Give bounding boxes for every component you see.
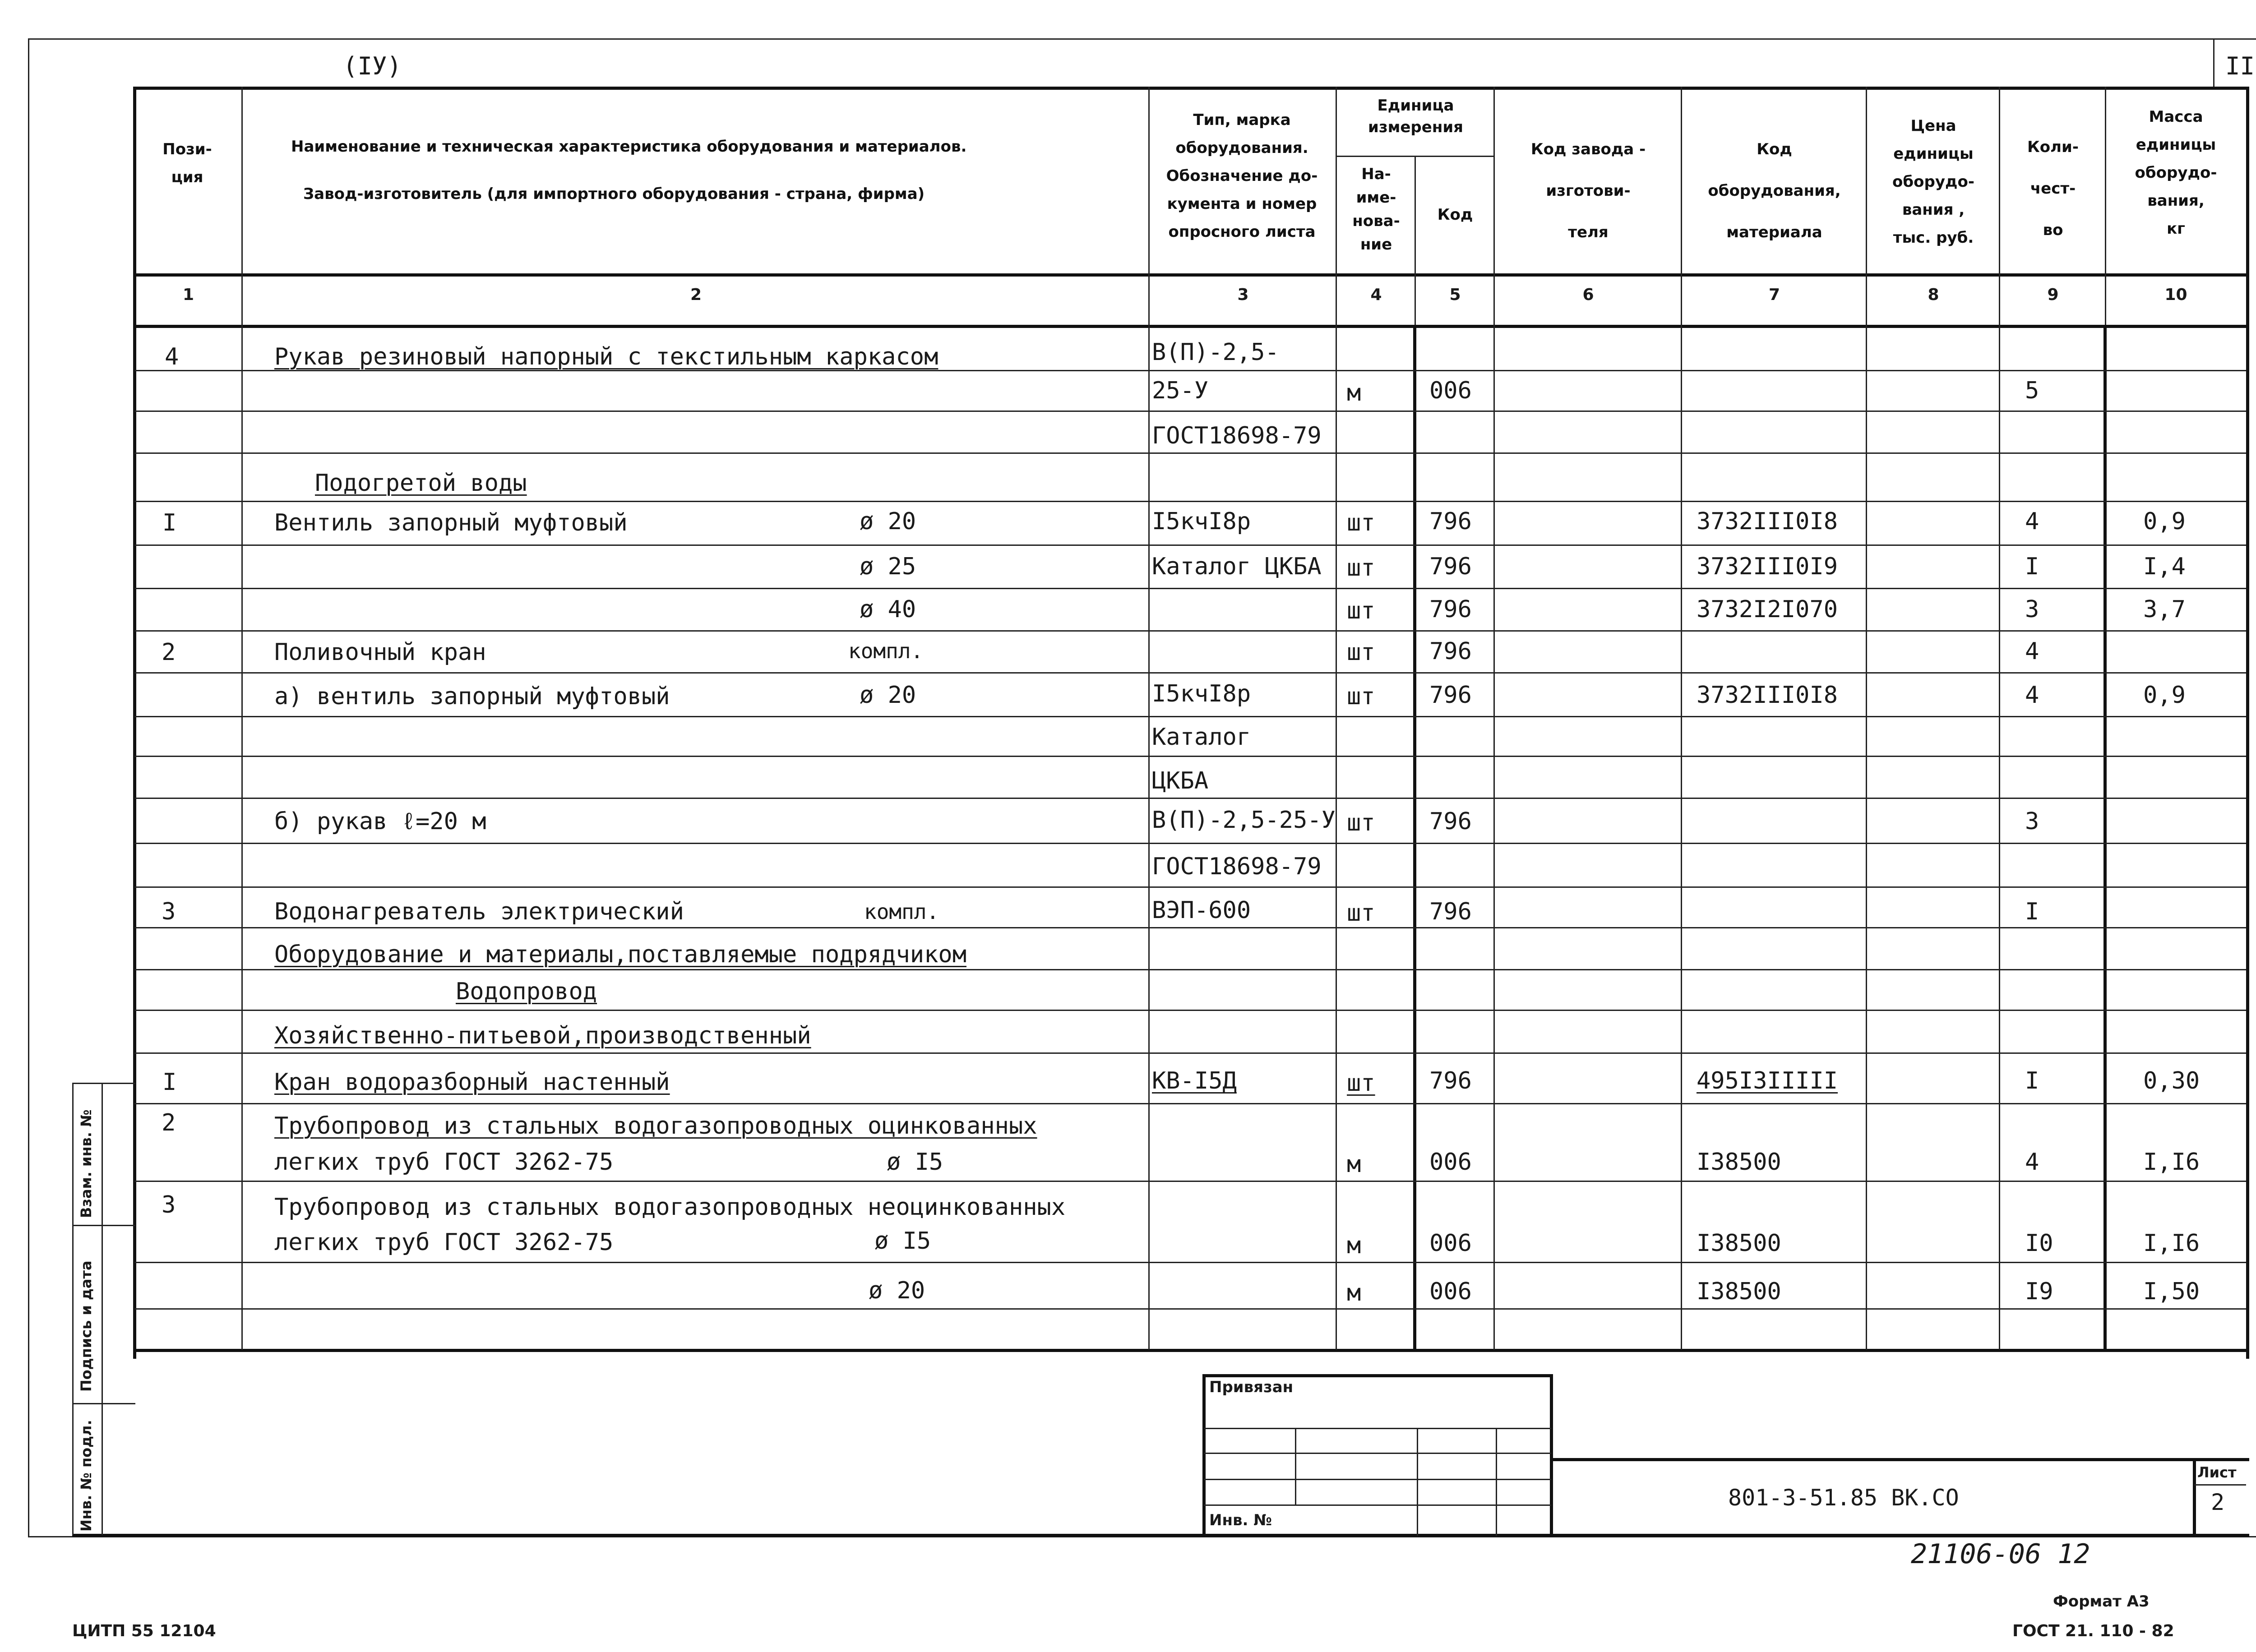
row-line [134,588,2246,589]
col-number: 1 [182,286,194,304]
row-type: 25-У [1152,377,1209,404]
row-line [134,630,2246,632]
row-line [134,1308,2246,1310]
row-equip-code: 495I3IIIII [1697,1067,1838,1094]
col-line-6 [1681,87,1682,1350]
col-number: 3 [1237,286,1249,304]
row-quantity: I [2025,1067,2039,1094]
section-title: Водопровод [456,978,597,1005]
row-line [134,672,2246,674]
row-position: I [162,509,177,536]
row-line [134,843,2246,844]
col-line-1 [241,87,243,1350]
row-unit-code: 796 [1429,898,1472,925]
row-line [134,716,2246,717]
row-equip-code: 3732III0I8 [1697,508,1838,535]
row-equip-code: I38500 [1697,1230,1781,1257]
side-stamp-left [72,1083,74,1535]
row-unit-code: 796 [1429,596,1472,623]
row-line [134,1010,2246,1011]
stamp-line [1204,1428,1551,1429]
stamp-line [1204,1479,1551,1480]
row-quantity: 4 [2025,682,2039,709]
row-diameter: компл. [848,639,924,663]
row-unit-code: 006 [1429,1230,1472,1257]
row-position: 2 [162,639,176,666]
row-type: ГОСТ18698-79 [1152,853,1322,880]
row-unit: м [1347,1151,1361,1178]
side-stamp-sep [72,1403,135,1404]
row-name: Водонагреватель электрический [274,898,684,925]
row-equip-code: I38500 [1697,1149,1781,1176]
doc-code: 801-3-51.85 ВК.СО [1728,1485,1959,1511]
stamp-line [1204,1453,1551,1454]
row-name: Вентиль запорный муфтовый [274,509,628,536]
row-name: Кран водоразборный настенный [274,1069,670,1096]
row-mass: 3,7 [2143,596,2186,623]
section-title: Оборудование и материалы,поставляемые подрядчиком [274,941,967,968]
col-number: 2 [690,286,702,304]
row-unit-code: 796 [1429,553,1472,580]
row-equip-code: 3732I2I070 [1697,596,1838,623]
stamp-vline [1496,1428,1497,1536]
frame-top [28,38,2256,40]
row-unit: шт [1347,900,1375,927]
hdr-price: Цена единицы оборудо- вания , тыс. руб. [1892,117,1974,247]
col-number: 6 [1582,286,1594,304]
row-line [134,411,2246,412]
row-line [134,1262,2246,1263]
row-unit-code: 006 [1429,1149,1472,1176]
hdr-equip-code: Код оборудования, материала [1708,140,1841,241]
doc-block-top [1552,1458,2249,1461]
hdr-position: Пози- ция [162,140,212,186]
section-title: Хозяйственно-питьевой,производственный [274,1022,811,1049]
row-line [134,1052,2246,1054]
row-unit-code: 006 [1429,1278,1472,1305]
row-name: легких труб ГОСТ 3262-75 [274,1229,614,1256]
stamp-top [1202,1374,1552,1377]
row-unit: м [1347,1232,1361,1259]
row-name: Поливочный кран [274,639,486,666]
row-line [134,452,2246,454]
col-line-7 [1866,87,1867,1350]
row-diameter: ø 20 [860,508,916,535]
row-mass: I,I6 [2143,1230,2200,1257]
row-quantity: 3 [2025,808,2039,835]
col-number: 5 [1449,286,1461,304]
row-mass: 0,9 [2143,508,2186,535]
hdr-unit-code: Код [1437,206,1473,224]
row-diameter: компл. [864,900,939,924]
row-type: В(П)-2,5-25-У [1152,807,1336,834]
side-label-podpis: Подпись и дата [78,1260,95,1392]
col-line-2 [1148,87,1150,1350]
rows-bottom [133,1349,2249,1352]
sheet-bottom [72,1534,2249,1537]
row-type: ЦКБА [1152,767,1209,794]
row-position: 2 [162,1109,176,1136]
hdr-name-line2: Завод-изготовитель (для импортного оборудования - страна, фирма) [303,185,925,203]
row-position: 3 [162,898,176,925]
stamp-line [1204,1504,1551,1506]
row-unit-code: 796 [1429,682,1472,709]
row-quantity: 4 [2025,508,2039,535]
row-unit: шт [1347,554,1375,581]
row-line [134,798,2246,799]
row-quantity: 4 [2025,1149,2039,1176]
footer-cipher: ЦИТП 55 12104 [72,1622,216,1640]
table-top [133,87,2249,90]
row-name: Подогретой воды [315,470,527,497]
row-quantity: I [2025,898,2039,925]
row-line [134,886,2246,888]
row-equip-code: 3732III0I8 [1697,682,1838,709]
row-line [134,1181,2246,1182]
bold-box-right [2103,325,2107,1351]
row-type: ГОСТ18698-79 [1152,422,1322,449]
stamp-left [1202,1374,1206,1537]
row-mass: 0,9 [2143,682,2186,709]
row-mass: I,I6 [2143,1149,2200,1176]
col-line-8 [1999,87,2000,1350]
row-unit-code: 796 [1429,1067,1472,1094]
col-number: 4 [1370,286,1382,304]
side-stamp-top [72,1083,135,1084]
row-type: Каталог ЦКБА [1152,553,1322,580]
row-line [134,969,2246,970]
stamp-right [1550,1374,1553,1537]
row-unit-code: 796 [1429,638,1472,665]
row-position: I [162,1069,177,1096]
footer-gost: ГОСТ 21. 110 - 82 [2012,1622,2174,1640]
row-type: Каталог [1152,724,1251,751]
row-type: КВ-I5Д [1152,1067,1237,1094]
top-marker: (IУ) [343,52,402,80]
col-number: 10 [2164,286,2187,304]
col-number: 9 [2047,286,2059,304]
row-diameter: ø 20 [869,1277,925,1304]
side-label-inv-podl: Инв. № подл. [78,1420,95,1532]
row-quantity: I [2025,553,2039,580]
table-right [2246,87,2249,1359]
row-diameter: ø 40 [860,596,916,623]
stamp-privyazan: Привязан [1209,1378,1294,1396]
row-unit: шт [1347,597,1375,624]
stamp-vline [1417,1428,1418,1536]
row-equip-code: 3732III0I9 [1697,553,1838,580]
stamp-inv-no: Инв. № [1209,1511,1272,1529]
col-number: 7 [1768,286,1780,304]
row-quantity: 4 [2025,638,2039,665]
row-unit: м [1347,1279,1361,1306]
row-unit: шт [1347,509,1375,536]
hdr-name-line1: Наименование и техническая характеристика оборудования и материалов. [291,138,967,156]
list-number: 2 [2211,1489,2225,1515]
hdr-type: Тип, марка оборудования. Обозначение до- кумента и номер опросного листа [1166,111,1318,241]
header-bottom [133,273,2249,277]
row-mass: 0,30 [2143,1067,2200,1094]
row-type: В(П)-2,5- [1152,339,1279,366]
footer-format: Формат А3 [2053,1592,2150,1610]
row-position: 3 [162,1191,176,1218]
row-quantity: I9 [2025,1278,2053,1305]
hdr-unit: Единица измерения [1368,97,1463,136]
row-mass: I,50 [2143,1278,2200,1305]
row-position: 4 [165,343,179,370]
row-line [134,545,2246,546]
side-stamp-mid [102,1083,103,1535]
row-diameter: ø 20 [860,682,916,709]
row-line [134,501,2246,502]
row-unit-code: 006 [1429,377,1472,404]
row-type: I5кчI8р [1152,508,1251,535]
row-line [134,927,2246,928]
row-unit: шт [1347,809,1375,836]
hdr-mass: Масса единицы оборудо- вания, кг [2135,108,2217,238]
row-quantity: 3 [2025,596,2039,623]
sheet-corner-number: II [2225,52,2255,80]
row-unit: шт [1347,1070,1375,1097]
row-unit: шт [1347,683,1375,710]
row-line [134,756,2246,757]
side-label-vzam: Взам. инв. № [78,1109,95,1218]
col-line-3 [1336,87,1337,1350]
row-quantity: 5 [2025,377,2039,404]
frame-left [28,40,29,1537]
unit-split [1336,156,1493,157]
row-unit: м [1347,379,1361,406]
row-mass: I,4 [2143,553,2186,580]
row-diameter: ø I5 [887,1149,943,1176]
hdr-unit-name: На- име- нова- ние [1352,165,1400,254]
bold-box-left [1413,325,1416,1351]
row-type: ВЭП-600 [1152,897,1251,924]
row-equip-code: I38500 [1697,1278,1781,1305]
row-quantity: I0 [2025,1230,2053,1257]
list-box-left [2193,1458,2196,1536]
col-line-5 [1493,87,1495,1350]
row-name: б) рукав ℓ=20 м [274,808,486,835]
row-name: а) вентиль запорный муфтовый [274,683,670,710]
hdr-plant-code: Код завода - изготови- теля [1530,140,1646,241]
list-box-mid [2194,1484,2246,1486]
row-type: I5кчI8р [1152,680,1251,707]
stamp-vline [1295,1428,1296,1504]
row-line [134,1103,2246,1104]
row-unit: шт [1347,639,1375,666]
corner-box-left [2213,40,2214,89]
row-name: Трубопровод из стальных водогазопроводных неоцинкованных [274,1194,1066,1221]
list-label: Лист [2197,1464,2237,1481]
handwritten-number: 21106-06 12 [1911,1538,2090,1570]
row-name: легких труб ГОСТ 3262-75 [274,1149,614,1176]
row-diameter: ø 25 [860,553,916,580]
row-diameter: ø I5 [874,1227,931,1255]
hdr-quantity: Коли- чест- во [2027,138,2079,239]
side-stamp-sep [72,1225,135,1226]
col-number: 8 [1928,286,1939,304]
row-unit-code: 796 [1429,808,1472,835]
numbers-bottom [133,325,2249,328]
row-name: Рукав резиновый напорный с текстильным каркасом [274,343,938,370]
row-name: Трубопровод из стальных водогазопроводных оцинкованных [274,1112,1037,1140]
row-unit-code: 796 [1429,508,1472,535]
table-left [133,87,136,1359]
